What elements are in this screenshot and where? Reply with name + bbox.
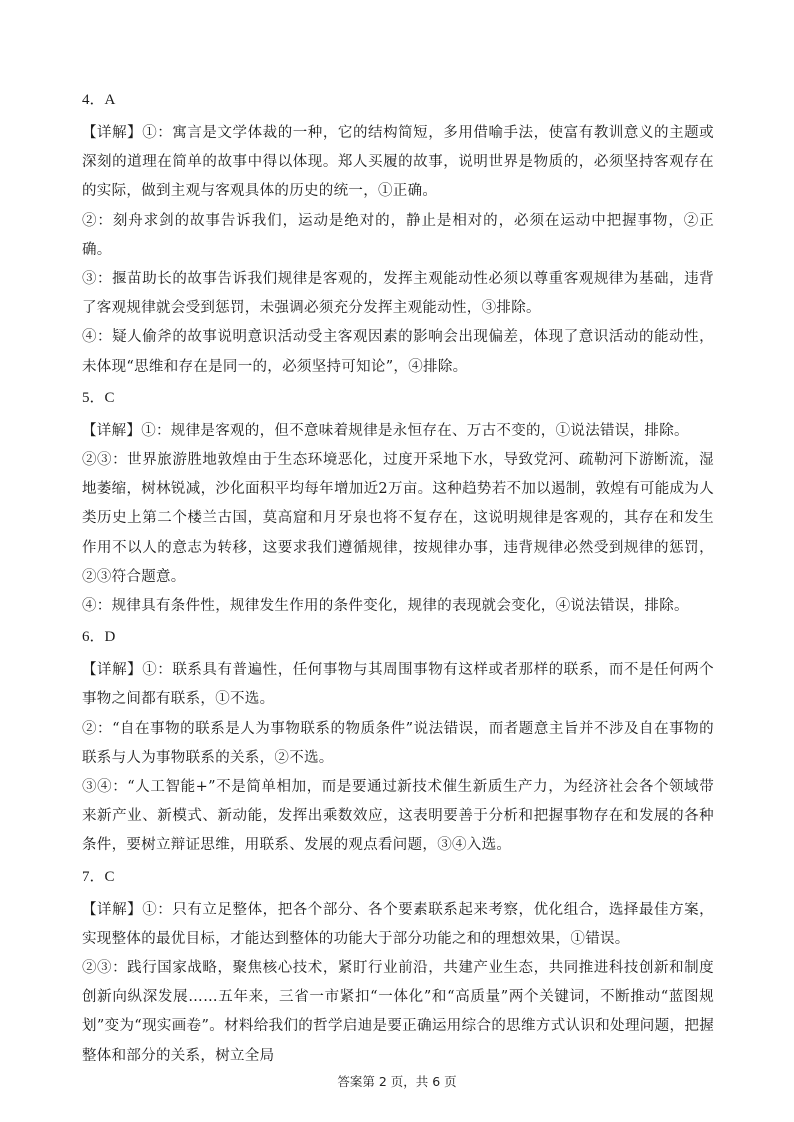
- explanation-paragraph: ④：疑人偷斧的故事说明意识活动受主客观因素的影响会出现偏差，体现了意识活动的能动性，未体现“思维和存在是同一的，必须坚持可知论”，④排除。: [82, 329, 714, 375]
- question-block-5: [82, 388, 714, 621]
- question-block-6: [82, 627, 714, 860]
- explanation-paragraph: 【详解】①：只有立足整体，把各个部分、各个要素联系起来考察，优化组合，选择最佳方案，实现整体的最优目标，才能达到整体的功能大于部分功能之和的理想效果，①错误。: [82, 901, 714, 947]
- explanation-paragraph: ②：刻舟求剑的故事告诉我们，运动是绝对的，静止是相对的，必须在运动中把握事物，②正确。: [82, 212, 714, 258]
- question-number: 7．C: [82, 868, 115, 885]
- explanation-paragraph: ②③：世界旅游胜地敦煌由于生态环境恶化，过度开采地下水，导致党河、疏勒河下游断流，湿地萎缩，树林锐减，沙化面积平均每年增加近2万亩。这种趋势若不加以遏制，敦煌有可能成为人类历史上第二个楼兰古国，莫高窟和月牙泉也将不复存在，这说明规律是客观的，其存在和发生作用不以人的意志为转移，这要求我们遵循规律，按规律办事，违背规律必然受到规律的惩罚，②③符合题意。: [82, 452, 714, 585]
- explanation-paragraph: ③：揠苗助长的故事告诉我们规律是客观的，发挥主观能动性必须以尊重客观规律为基础，违背了客观规律就会受到惩罚，未强调必须充分发挥主观能动性，③排除。: [82, 271, 714, 317]
- question-number: 6．D: [82, 629, 116, 646]
- explanation-paragraph: 【详解】①：规律是客观的，但不意味着规律是永恒存在、万古不变的，①说法错误，排除。: [82, 422, 689, 439]
- explanation-paragraph: 【详解】①：寓言是文学体裁的一种，它的结构简短，多用借喻手法，使富有教训意义的主题或深刻的道理在简单的故事中得以体现。郑人买履的故事，说明世界是物质的，必须坚持客观存在的实际，做到主观与客观具体的历史的统一，①正确。: [82, 125, 714, 200]
- explanation-paragraph: ③④：“人工智能+”不是简单相加，而是要通过新技术催生新质生产力，为经济社会各个领域带来新产业、新模式、新动能，发挥出乘数效应，这表明要善于分析和把握事物存在和发展的各种条件，要树立辩证思维，用联系、发展的观点看问题，③④入选。: [82, 779, 714, 854]
- page-footer: 答案第 2 页，共 6 页: [337, 1074, 457, 1089]
- explanation-paragraph: ②③：践行国家战略，聚焦核心技术，紧盯行业前沿，共建产业生态，共同推进科技创新和制度创新向纵深发展……五年来，三省一市紧扣“一体化”和“高质量”两个关键词，不断推动“蓝图规划”变为“现实画卷”。材料给我们的哲学启迪是要正确运用综合的思维方式认识和处理问题，把握整体和部分的关系，树立全局: [82, 960, 714, 1064]
- answer-page: [82, 90, 714, 1077]
- explanation-paragraph: ②：“自在事物的联系是人为事物联系的物质条件”说法错误，而者题意主旨并不涉及自在事物的联系与人为事物联系的关系，②不选。: [82, 720, 714, 766]
- question-block-7: [82, 867, 714, 1071]
- question-block-4: [82, 90, 714, 382]
- question-number: 5．C: [82, 389, 115, 406]
- explanation-paragraph: ④：规律具有条件性，规律发生作用的条件变化，规律的表现就会变化，④说法错误，排除。: [82, 598, 689, 615]
- question-number: 4．A: [82, 92, 116, 108]
- explanation-paragraph: 【详解】①：联系具有普遍性，任何事物与其周围事物有这样或者那样的联系，而不是任何两个事物之间都有联系，①不选。: [82, 662, 714, 708]
